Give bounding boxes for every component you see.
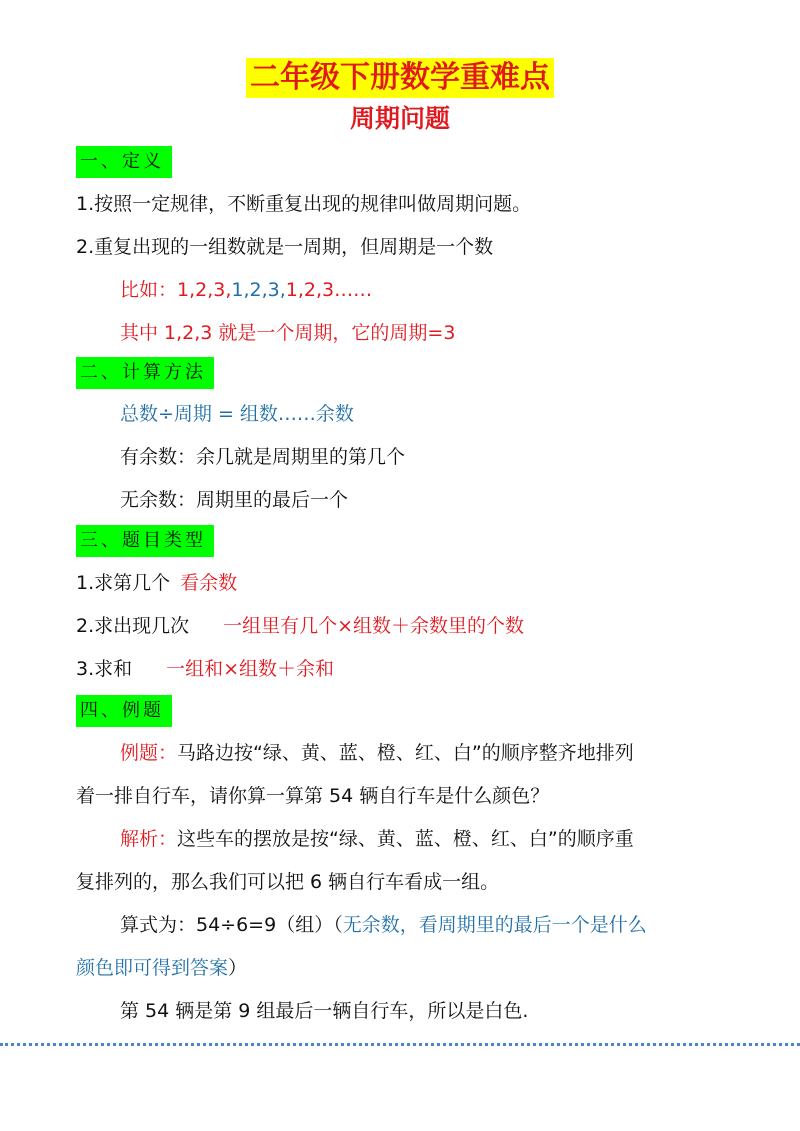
method-no-remainder: 无余数：周期里的最后一个 [120, 489, 349, 511]
example-calc-prefix: 算式为：54÷6=9（组）（ [120, 914, 343, 936]
type-1-rule: 看余数 [180, 572, 238, 594]
example-question-label: 例题： [120, 742, 178, 764]
example-answer-label: 解析： [120, 828, 178, 850]
type-3-rule: 一组和×组数＋余和 [166, 658, 335, 680]
example-sequence-b: 1,2,3, [231, 279, 286, 301]
section-heading-types: 三、题目类型 [76, 525, 214, 557]
method-has-remainder: 有余数：余几就是周期里的第几个 [120, 446, 406, 468]
dotted-divider [0, 1043, 800, 1046]
example-question-line-1 [120, 739, 634, 767]
example-sequence-a: 1,2,3, [177, 279, 232, 301]
subtitle-block [0, 103, 800, 135]
example-calc-note-2: 颜色即可得到答案 [76, 957, 229, 979]
definition-line-2: 2.重复出现的一组数就是一周期，但周期是一个数 [76, 236, 494, 258]
definition-example [120, 276, 372, 304]
title-block [0, 58, 800, 98]
section-heading-definition: 一、定义 [76, 146, 172, 178]
type-2 [76, 612, 524, 640]
page-subtitle: 周期问题 [349, 104, 450, 133]
example-calc-line-1 [120, 911, 647, 939]
type-2-rule: 一组里有几个×组数＋余数里的个数 [223, 615, 525, 637]
section-heading-example: 四、例题 [76, 695, 172, 727]
example-calc-line-2 [76, 954, 247, 982]
type-3 [76, 655, 334, 683]
type-1-label: 1.求第几个 [76, 572, 171, 594]
example-answer-line-1 [120, 825, 634, 853]
method-formula: 总数÷周期 = 组数……余数 [120, 403, 354, 425]
type-2-label: 2.求出现几次 [76, 615, 190, 637]
type-1 [76, 569, 237, 597]
example-calc-note-1: 无余数，看周期里的最后一个是什么 [342, 914, 647, 936]
example-sequence-c: 1,2,3…… [285, 279, 373, 301]
page-title: 二年级下册数学重难点 [246, 58, 554, 98]
definition-line-1: 1.按照一定规律，不断重复出现的规律叫做周期问题。 [76, 193, 532, 215]
example-calc-close: ） [228, 957, 248, 979]
definition-example-note: 其中 1,2,3 就是一个周期，它的周期=3 [120, 322, 456, 344]
section-heading-method: 二、计算方法 [76, 357, 214, 389]
example-answer-text-1: 这些车的摆放是按“绿、黄、蓝、橙、红、白”的顺序重 [177, 828, 634, 850]
example-conclusion: 第 54 辆是第 9 组最后一辆自行车，所以是白色. [120, 1000, 529, 1022]
example-answer-line-2: 复排列的，那么我们可以把 6 辆自行车看成一组。 [76, 871, 500, 893]
type-3-label: 3.求和 [76, 658, 133, 680]
example-question-line-2: 着一排自行车，请你算一算第 54 辆自行车是什么颜色？ [76, 785, 550, 807]
example-prefix: 比如： [120, 279, 178, 301]
example-question-text-1: 马路边按“绿、黄、蓝、橙、红、白”的顺序整齐地排列 [177, 742, 634, 764]
